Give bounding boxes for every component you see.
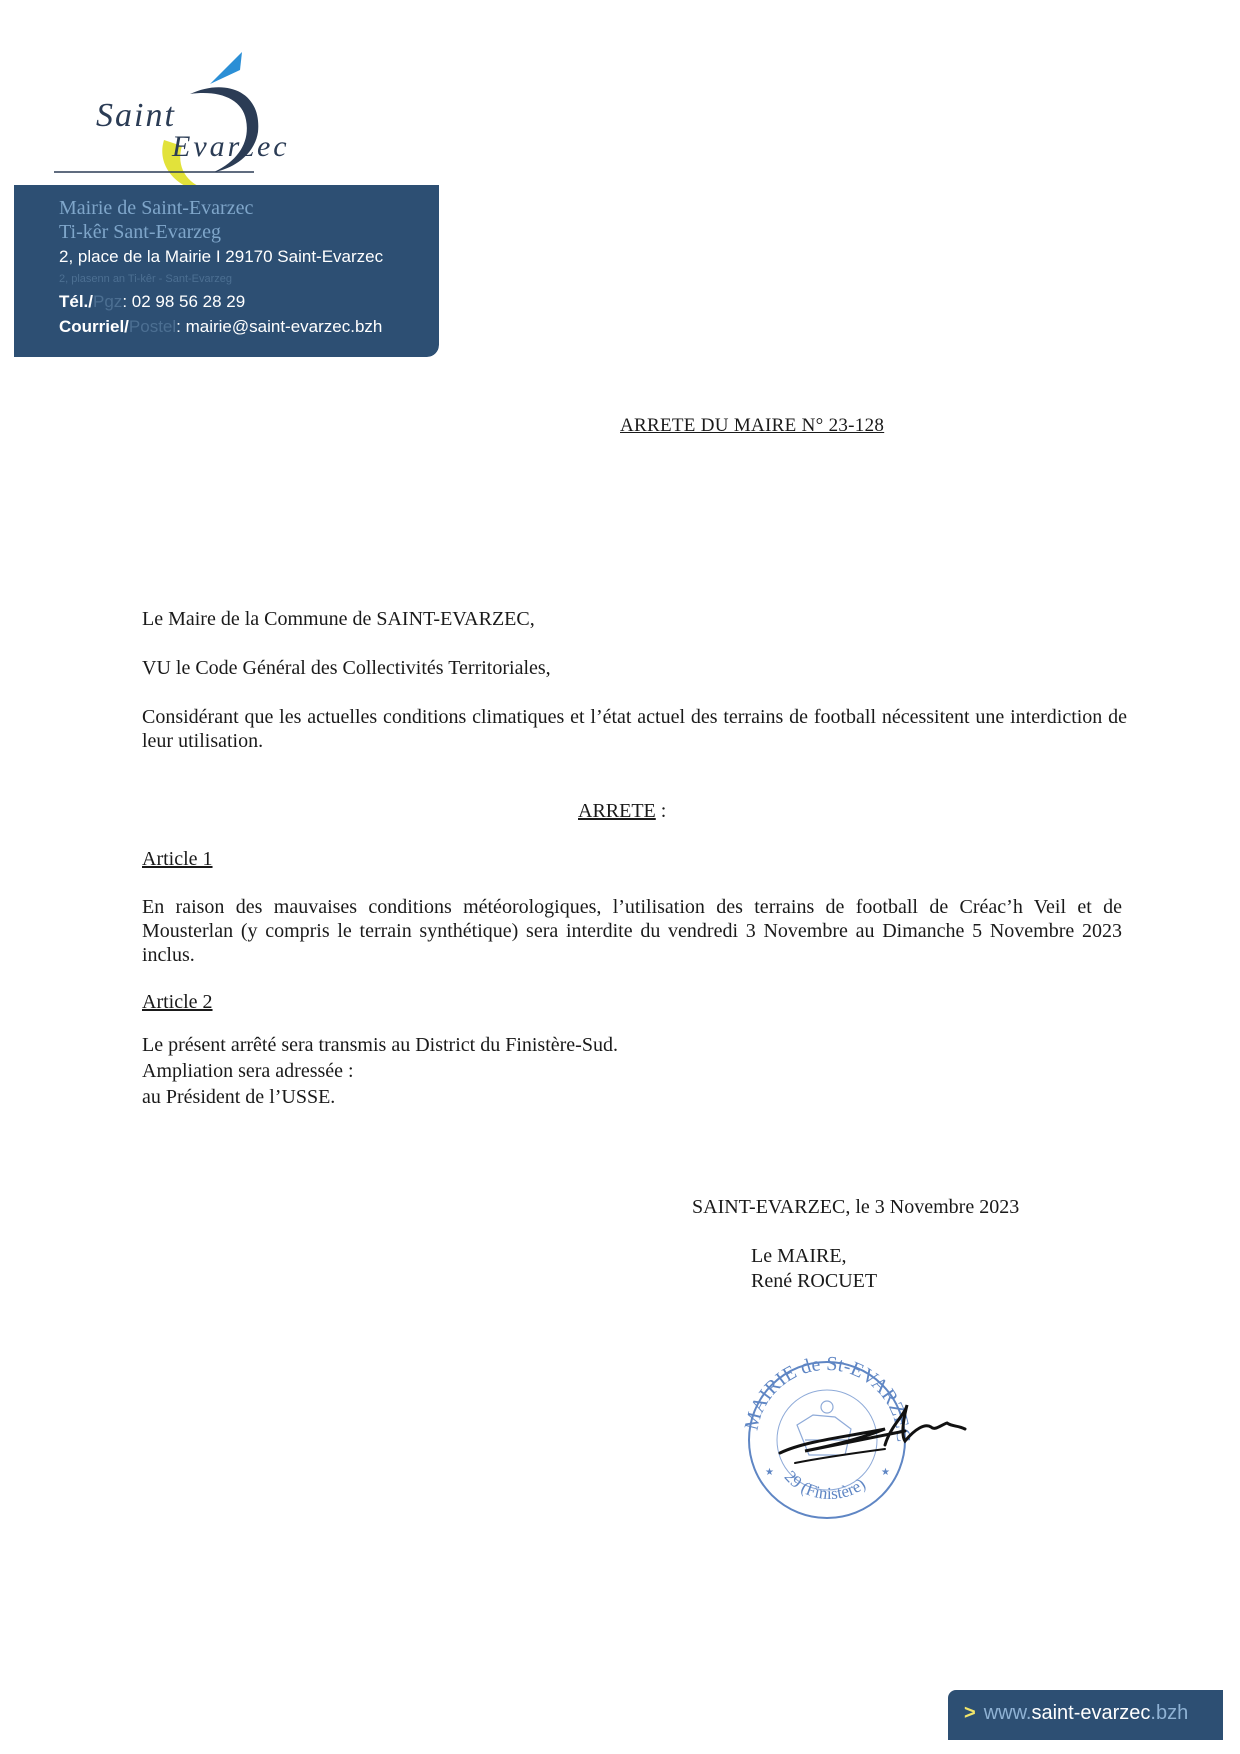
vu-paragraph: VU le Code Général des Collectivités Territoriales, xyxy=(142,657,551,679)
star-icon: ★ xyxy=(765,1467,774,1478)
logo xyxy=(14,52,439,185)
url-tld: .bzh xyxy=(1150,1702,1189,1724)
url-domain: saint-evarzec xyxy=(1031,1702,1151,1724)
article-1-title: Article 1 xyxy=(142,848,213,870)
stamp-graphic xyxy=(735,1345,1015,1525)
arrete-colon: : xyxy=(655,800,667,822)
email-label-breton: Postel xyxy=(128,317,177,336)
logo-accent-triangle xyxy=(210,52,242,84)
document-title: ARRETE DU MAIRE N° 23-128 xyxy=(620,415,885,436)
phone-number: : 02 98 56 28 29 xyxy=(122,292,246,311)
letterhead xyxy=(14,52,439,357)
email-label: Courriel/ xyxy=(59,317,129,336)
handwritten-signature xyxy=(780,1405,965,1463)
article-1-text: En raison des mauvaises conditions météorologiques, l’utilisation des terrains de football de Créac’h Veil et de Mousterlan (y compris le terrain synthétique) sera interdite du vendredi 3 Novembre au Dimanche 5 Novembre 2023 inclus. xyxy=(142,896,1122,966)
signatory-role: Le MAIRE, xyxy=(751,1245,847,1267)
intro-paragraph: Le Maire de la Commune de SAINT-EVARZEC, xyxy=(142,608,535,630)
email-address: : mairie@saint-evarzec.bzh xyxy=(176,317,383,336)
article-2-line: Ampliation sera adressée : xyxy=(142,1060,354,1082)
arrete-word: ARRETE xyxy=(578,800,656,822)
arrow-icon: > xyxy=(964,1702,976,1724)
article-2-line: Le présent arrêté sera transmis au District du Finistère-Sud. xyxy=(142,1034,618,1056)
official-stamp xyxy=(735,1345,1015,1525)
contact-band xyxy=(14,185,439,357)
breton-name: Ti-kêr Sant-Evarzeg xyxy=(59,221,221,243)
article-2-title: Article 2 xyxy=(142,991,213,1013)
stamp-bottom-text: 29 (Finistère) xyxy=(780,1466,869,1504)
phone-label-breton: Pgz xyxy=(93,292,123,311)
considerant-paragraph: Considérant que les actuelles conditions climatiques et l’état actuel des terrains de football nécessitent une interdiction de leur utilisation. xyxy=(142,706,1127,752)
address: 2, place de la Mairie I 29170 Saint-Evarzec xyxy=(59,247,384,266)
place-date: SAINT-EVARZEC, le 3 Novembre 2023 xyxy=(692,1196,1020,1218)
stamp-top-text: MAIRIE de St-EVARZEC xyxy=(740,1352,915,1443)
article-2-text xyxy=(142,1032,1127,1110)
signatory-name: René ROCUET xyxy=(751,1270,878,1292)
star-icon: ★ xyxy=(881,1467,890,1478)
url-www: www. xyxy=(983,1702,1032,1724)
phone-line xyxy=(59,292,245,312)
email-line xyxy=(59,317,382,337)
footer-website-tab[interactable] xyxy=(948,1690,1223,1740)
logo-word-evarzec: Evarzec xyxy=(172,130,290,163)
mairie-name: Mairie de Saint-Evarzec xyxy=(59,197,254,219)
address-breton: 2, plasenn an Ti-kêr - Sant-Evarzeg xyxy=(59,273,233,285)
website-url[interactable] xyxy=(964,1702,1188,1725)
phone-label: Tél./ xyxy=(59,292,94,311)
article-2-line: au Président de l’USSE. xyxy=(142,1086,336,1108)
arrete-heading xyxy=(578,800,666,823)
logo-graphic xyxy=(14,52,439,192)
logo-word-saint: Saint xyxy=(96,97,176,134)
